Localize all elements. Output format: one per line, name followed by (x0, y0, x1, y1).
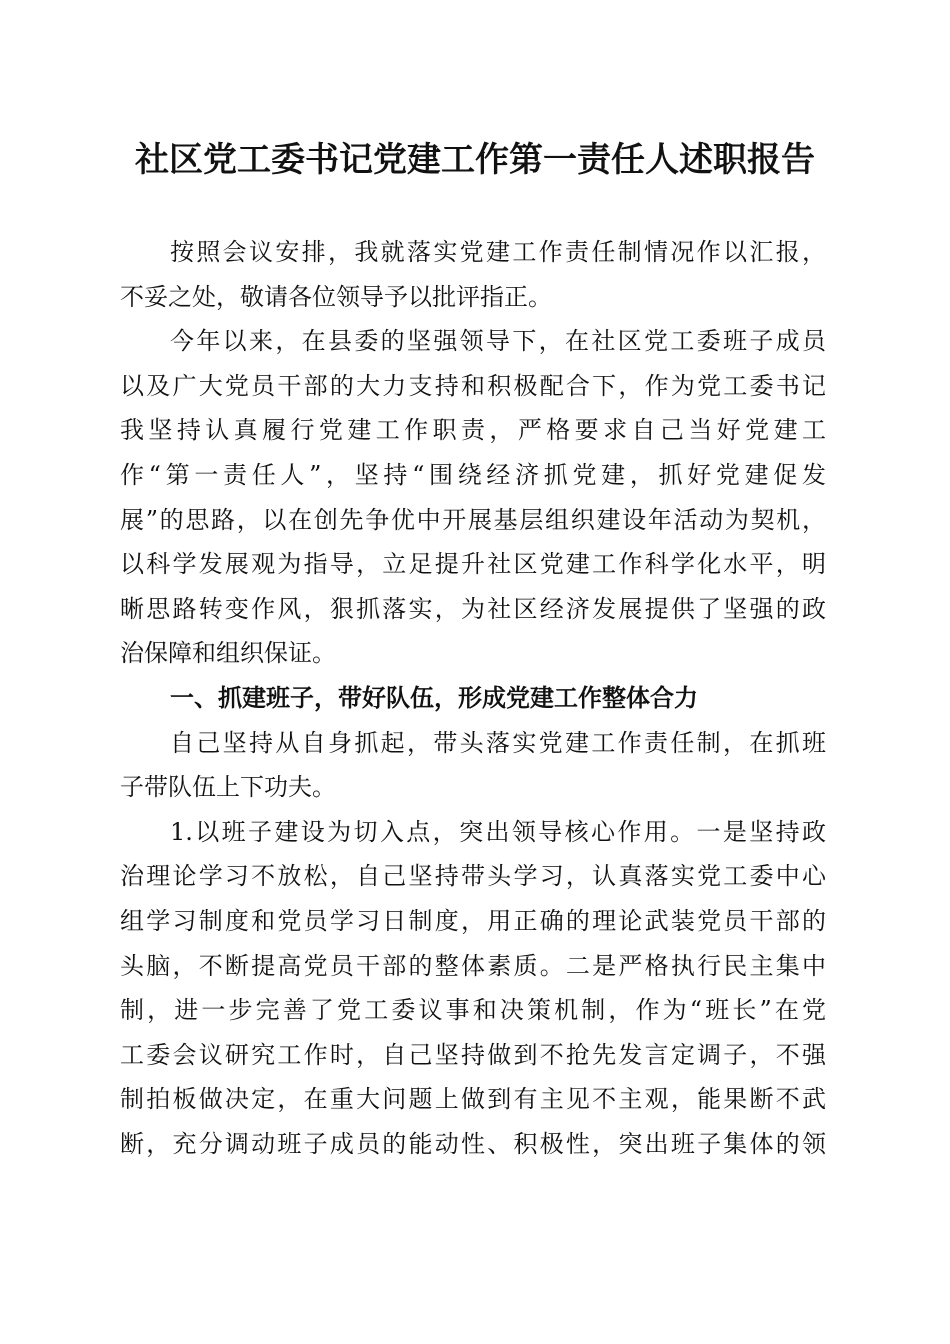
paragraph-line: 不妥之处，敬请各位领导予以批评指正。 (120, 282, 552, 311)
paragraph-line: 头脑，不断提高党员干部的整体素质。二是严格执行民主集中 (120, 951, 826, 980)
paragraph-line: 工委会议研究工作时，自己坚持做到不抢先发言定调子，不强 (120, 1040, 826, 1069)
paragraph-line: 制拍板做决定，在重大问题上做到有主见不主观，能果断不武 (120, 1085, 826, 1114)
paragraph-line: 以及广大党员干部的大力支持和积极配合下，作为党工委书记 (120, 371, 826, 400)
paragraph-line: 治保障和组织保证。 (120, 639, 336, 668)
paragraph-line: 作“第一责任人”，坚持“围绕经济抓党建，抓好党建促发 (120, 460, 826, 489)
paragraph-line: 展”的思路，以在创先争优中开展基层组织建设年活动为契机， (120, 505, 826, 534)
paragraph-line: 组学习制度和党员学习日制度，用正确的理论武装党员干部的 (120, 906, 826, 935)
paragraph-line: 制，进一步完善了党工委议事和决策机制，作为“班长”在党 (120, 996, 826, 1025)
paragraph-line: 今年以来，在县委的坚强领导下，在社区党工委班子成员 (170, 327, 826, 356)
paragraph-line: 治理论学习不放松，自己坚持带头学习，认真落实党工委中心 (120, 862, 826, 891)
paragraph-line: 我坚持认真履行党建工作职责，严格要求自己当好党建工 (120, 416, 826, 445)
document-body (120, 230, 826, 1166)
section-heading: 一、抓建班子，带好队伍，形成党建工作整体合力 (170, 683, 698, 712)
paragraph-line: 以科学发展观为指导，立足提升社区党建工作科学化水平，明 (120, 550, 826, 579)
paragraph-line: 1.以班子建设为切入点，突出领导核心作用。一是坚持政 (170, 817, 826, 846)
paragraph-line: 晰思路转变作风，狠抓落实，为社区经济发展提供了坚强的政 (120, 594, 826, 623)
paragraph-line: 按照会议安排，我就落实党建工作责任制情况作以汇报， (170, 238, 826, 266)
paragraph-line: 子带队伍上下功夫。 (120, 773, 336, 802)
document-title: 社区党工委书记党建工作第一责任人述职报告 (135, 140, 815, 180)
paragraph-line: 自己坚持从自身抓起，带头落实党建工作责任制，在抓班 (170, 728, 826, 757)
paragraph-line: 断，充分调动班子成员的能动性、积极性，突出班子集体的领 (120, 1129, 826, 1158)
